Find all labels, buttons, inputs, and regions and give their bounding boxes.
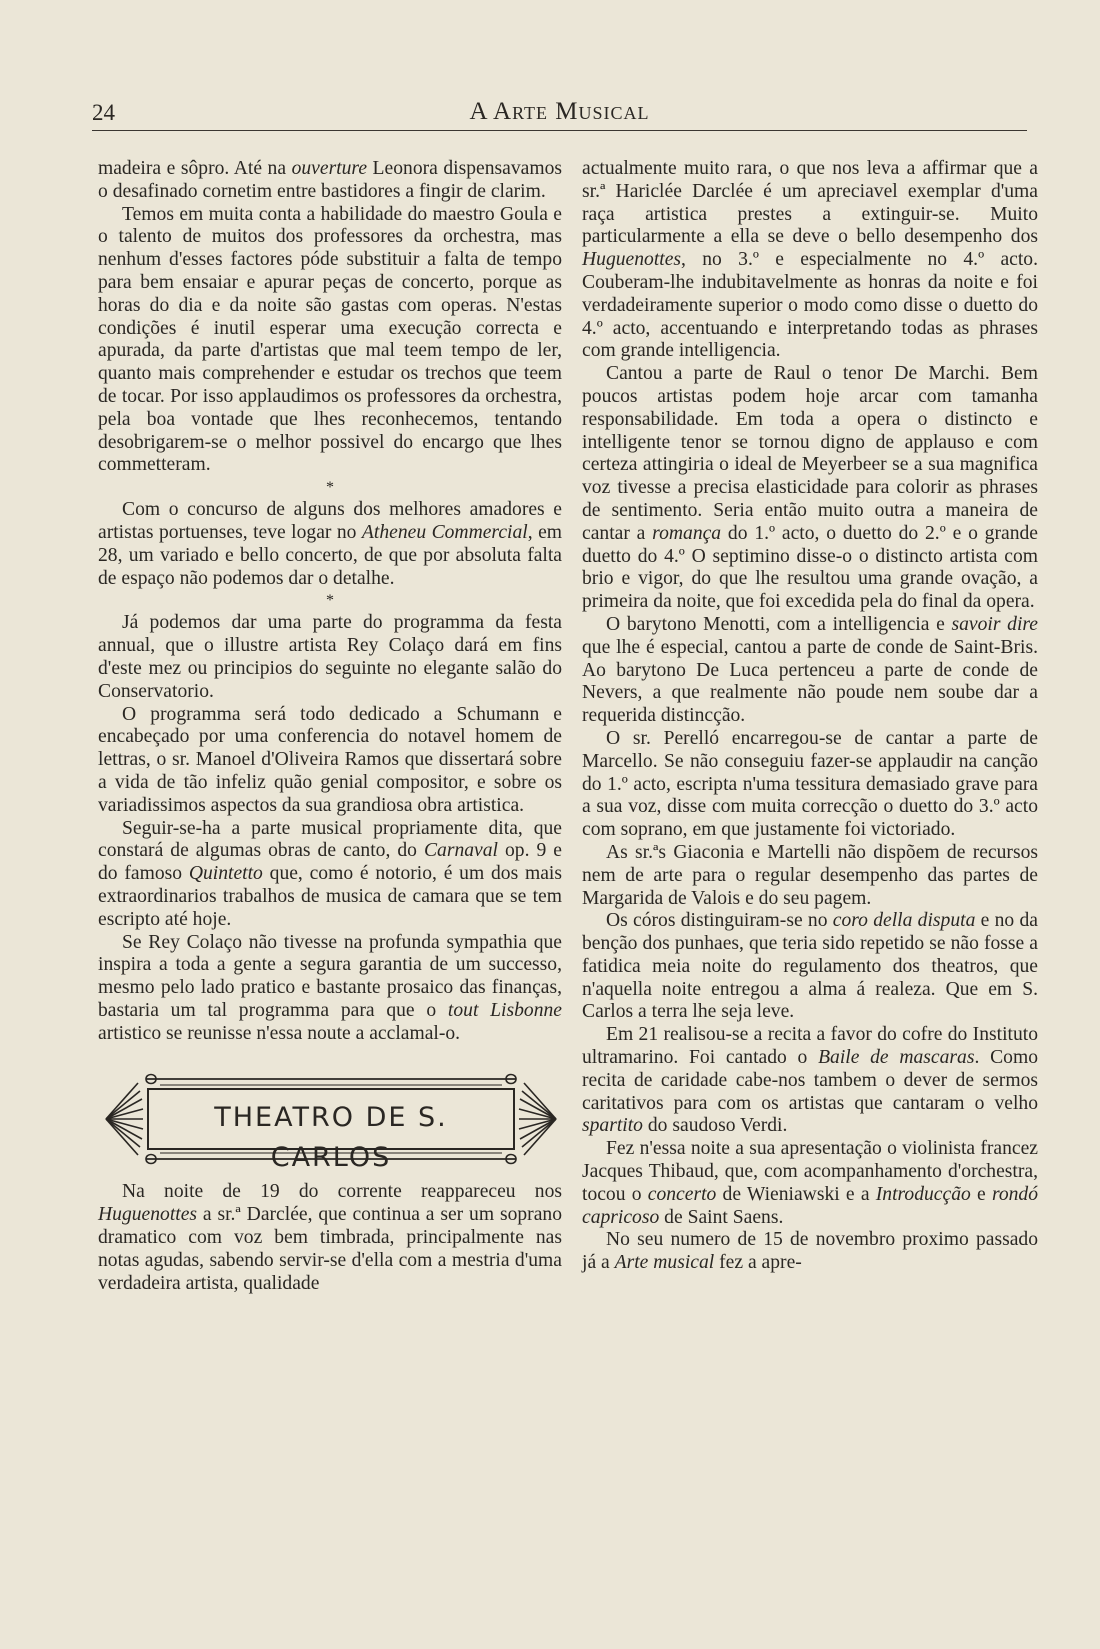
asterisk-separator: * bbox=[326, 479, 334, 497]
paragraph: Seguir-se-ha a parte musical propriamente dita, que constará de algumas obras de canto, do Carnaval op. 9 e do famoso Quintetto que, como é notorio, é um dos mais extraordinarios trabalhos de musica de camara que se tem escripto até hoje. bbox=[98, 817, 562, 930]
journal-title: A Arte Musical bbox=[469, 98, 650, 125]
paragraph: actualmente muito rara, o que nos leva a affirmar que a sr.ª Hariclée Darclée é um apreciavel exemplar d'uma raça artistica prestes a extinguir-se. Muito particularmente a ella se deve o bello desempenho dos Huguenottes, no 3.º e especialmente no 4.º acto. Couberam-lhe indubitavelmente as honras da noite e foi verdadeiramente superior o modo como disse o duetto do 4.º acto, accentuando e interpretando todas as phrases com grande intelligencia. bbox=[582, 158, 1038, 362]
section-title: THEATRO DE S. CARLOS bbox=[214, 1102, 448, 1174]
left-column bbox=[98, 158, 562, 1295]
paragraph: O sr. Perelló encarregou-se de cantar a parte de Marcello. Se não conseguiu fazer-se applaudir na canção do 1.º acto, escripta n'uma tessitura demasiado grave para a sua voz, disse com muita correcção o duetto do 3.º acto com soprano, em que justamente foi victoriado. bbox=[582, 727, 1038, 841]
paragraph: Se Rey Colaço não tivesse na profunda sympathia que inspira a toda a gente a segura garantia de um successo, mesmo pelo lado pratico e bastante prosaico das finanças, bastaria um tal programma para que o tout Lisbonne artistico se reunisse n'essa noute a acclamal-o. bbox=[98, 931, 563, 1044]
paragraph: As sr.ªs Giaconia e Martelli não dispõem de recursos nem de arte para o regular desempenho das partes de Margarida de Valois e do seu pagem. bbox=[582, 841, 1038, 909]
paragraph: O programma será todo dedicado a Schumann e encabeçado por uma conferencia do notavel homem de lettras, o sr. Manoel d'Oliveira Ramos que dissertará sobre a vida de tão infeliz quão genial compositor, e sobre os variadissimos aspectos da sua grandiosa obra artistica. bbox=[98, 703, 562, 816]
paragraph: Cantou a parte de Raul o tenor De Marchi. Bem poucos artistas podem hoje arcar com tamanha responsabilidade. Em toda a opera o distincto e intelligente tenor se tornou digno de applauso e com certeza attingiria o ideal de Meyerbeer se a sua magnifica voz tivesse a precisa elasticidade para colorir as phrases de sentimento. Seria então muito outra a maneira de cantar a romança do 1.º acto, o duetto do 2.º e o grande duetto do 4.º O septimino disse-o o distincto artista com brio e vigor, do que lhe resultou uma grande ovação, a primeira da noite, que foi excedida pela do final da opera. bbox=[582, 363, 1038, 613]
paragraph: Em 21 realisou-se a recita a favor do cofre do Instituto ultramarino. Foi cantado o Baile de mascaras. Como recita de caridade cabe-nos tambem o dever de sermos caritativos para com os artistas que cantaram o velho spartito do saudoso Verdi. bbox=[582, 1024, 1038, 1137]
page-header bbox=[92, 96, 1027, 131]
paragraph: Com o concurso de alguns dos melhores amadores e artistas portuenses, teve logar no Atheneu Commercial, em 28, um variado e bello concerto, de que por absoluta falta de espaço não podemos dar o detalhe. bbox=[98, 499, 562, 589]
page-number: 24 bbox=[92, 100, 115, 125]
paragraph: Os córos distinguiram-se no coro della disputa e no da benção dos punhaes, que teria sido repetido se não fosse a fatidica meia noite do regulamento dos theatros, que n'aquella noite entregou a alma á realeza. Que em S. Carlos a terra lhe seja leve. bbox=[582, 910, 1038, 1023]
paragraph: O barytono Menotti, com a intelligencia e savoir dire que lhe é especial, cantou a parte de conde de Saint-Bris. Ao barytono De Luca pertenceu a parte de conde de Nevers, a que realmente não poude nem soube dar a requerida distincção. bbox=[582, 613, 1039, 727]
paragraph: Já podemos dar uma parte do programma da festa annual, que o illustre artista Rey Colaço dará em fins d'este mez ou principios do seguinte no elegante salão do Conservatorio. bbox=[98, 612, 562, 702]
paragraph: No seu numero de 15 de novembro proximo passado já a Arte musical fez a apre- bbox=[582, 1229, 1038, 1274]
section-banner bbox=[102, 1069, 560, 1174]
paragraph: madeira e sôpro. Até na ouverture Leonora dispensavamos o desafinado cornetim entre bastidores a fingir de clarim. bbox=[98, 158, 562, 202]
paragraph: Temos em muita conta a habilidade do maestro Goula e o talento de muitos dos professores da orchestra, mas nenhum d'esses factores póde substituir a falta de tempo para bem ensaiar e apurar peças de concerto, porque as horas do dia e da noite são gastas com operas. N'estas condições é inutil esperar uma execução correcta e apurada, da parte d'artistas que mal teem tempo de ler, quanto mais comprehender e estudar os trechos que teem de tocar. Por isso applaudimos os professores da orchestra, pela boa vontade que lhes reconhecemos, tentando desobrigarem-se o melhor possivel do encargo que lhes commetteram. bbox=[98, 203, 562, 476]
paragraph: Na noite de 19 do corrente reappareceu nos Huguenottes a sr.ª Darclée, que continua a ser um soprano dramatico com voz bem timbrada, principalmente nas notas agudas, sabendo servir-se d'ella com a mestria d'uma verdadeira artista, qualidade bbox=[98, 1181, 562, 1294]
paragraph: Fez n'essa noite a sua apresentação o violinista francez Jacques Thibaud, que, com acompanhamento d'orchestra, tocou o concerto de Wieniawski e a Introducção e rondó capricoso de Saint Saens. bbox=[582, 1138, 1039, 1228]
asterisk-separator: * bbox=[326, 592, 334, 610]
right-column bbox=[582, 158, 1038, 1275]
